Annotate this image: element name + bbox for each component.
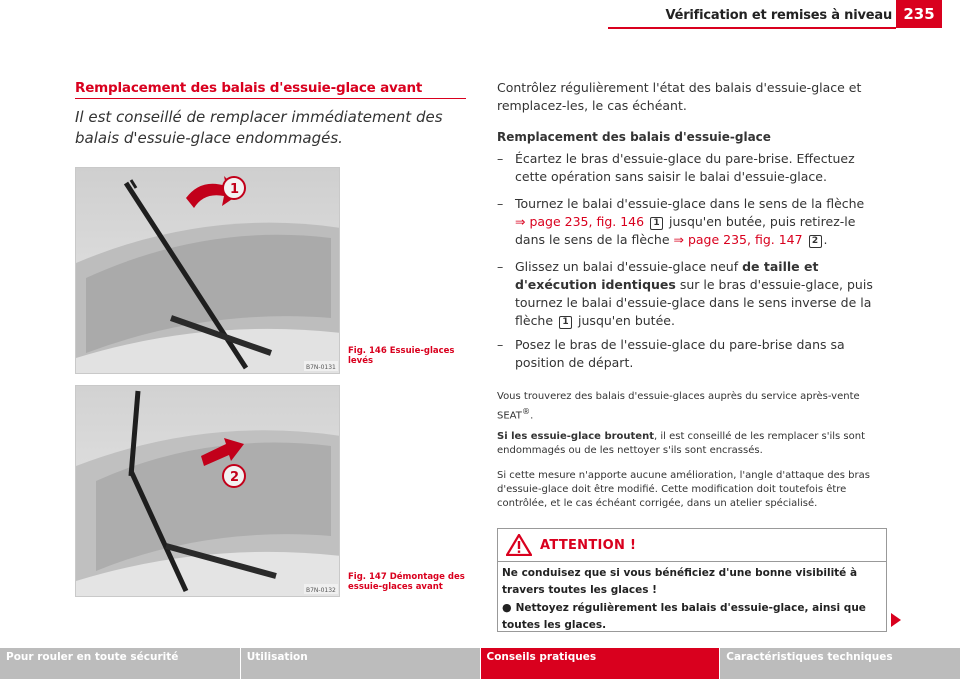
footer-tab-usage[interactable]: Utilisation <box>241 648 480 679</box>
intro-text: Il est conseillé de remplacer immédiatement des balais d'essuie-glace endommagés. <box>75 108 443 147</box>
note-dealer <box>497 390 889 423</box>
note-judder-text: , il est conseillé de les remplacer s'ils sont endommagés ou de les nettoyer s'ils sont encrassés. <box>497 431 866 456</box>
warning-box <box>497 528 887 632</box>
figure-147-caption: Fig. 147 Démontage des essuie-glaces avant <box>348 572 465 592</box>
step-4 <box>497 336 889 372</box>
note-dealer-text: Vous trouverez des balais d'essuie-glaces auprès du service après-vente SEAT <box>497 391 860 422</box>
figure-146-code: B7N-0131 <box>306 364 336 371</box>
procedure-heading: Remplacement des balais d'essuie-glace <box>497 130 771 144</box>
callout-badge-2: 2 <box>809 235 822 248</box>
warning-line-2: Nettoyez régulièrement les balais d'essuie-glace, ainsi que toutes les glaces. <box>502 602 866 631</box>
figure-147-code: B7N-0132 <box>306 587 336 594</box>
link-fig-146[interactable]: ⇒ page 235, fig. 146 <box>515 214 645 229</box>
step-3-text-c: jusqu'en butée. <box>578 313 675 328</box>
registered-mark: ® <box>521 406 531 416</box>
header-rule <box>608 27 896 29</box>
note-judder <box>497 430 889 458</box>
step-1-text: Écartez le bras d'essuie-glace du pare-brise. Effectuez cette opération sans saisir le balai d'essuie-glace. <box>515 151 855 184</box>
note-dealer-end: . <box>530 410 534 422</box>
step-3-text-b: sur le bras d'essuie-glace, puis tournez le balai d'essuie-glace dans le sens inverse de la flèche <box>515 277 873 328</box>
figure-147-callout: 2 <box>230 470 240 485</box>
continue-arrow-icon <box>891 613 901 627</box>
figure-146-wipers-raised <box>75 167 340 374</box>
step-3-emphasis: de taille et d'exécution identiques <box>515 259 819 292</box>
bullet-icon: ● <box>502 601 512 614</box>
step-1 <box>497 150 889 186</box>
section-title-rule <box>75 98 466 99</box>
footer-nav <box>0 648 960 679</box>
callout-badge-1: 1 <box>650 217 663 230</box>
step-dash: – <box>497 259 504 274</box>
warning-body <box>498 562 886 634</box>
step-4-text: Posez le bras de l'essuie-glace du pare-brise dans sa position de départ. <box>515 337 845 370</box>
step-3 <box>497 258 889 330</box>
note-judder-lead: Si les essuie-glace broutent <box>497 431 654 442</box>
step-2-text-a: Tournez le balai d'essuie-glace dans le sens de la flèche <box>515 196 865 211</box>
step-dash: – <box>497 337 504 352</box>
figure-147-wiper-removal <box>75 385 340 597</box>
footer-tab-practical-advice[interactable]: Conseils pratiques <box>481 648 720 679</box>
intro-paragraph: Contrôlez régulièrement l'état des balais d'essuie-glace et remplacez-les, le cas échéant. <box>497 80 862 113</box>
warning-bullet-item <box>502 599 882 634</box>
link-fig-147[interactable]: ⇒ page 235, fig. 147 <box>673 232 803 247</box>
footer-tab-technical[interactable]: Caractéristiques techniques <box>720 648 960 679</box>
note-angle: Si cette mesure n'apporte aucune amélioration, l'angle d'attaque des bras d'essuie-glace doit être modifié. Cette modification doit toutefois être contrôlée, et le cas échéant corrigée, dans un atelier spécialisé. <box>497 470 870 509</box>
page-number: 235 <box>896 0 942 28</box>
step-3-text-a: Glissez un balai d'essuie-glace neuf <box>515 259 739 274</box>
warning-line-1: Ne conduisez que si vous bénéficiez d'une bonne visibilité à travers toutes les glaces ! <box>502 567 858 596</box>
callout-badge-1: 1 <box>559 316 572 329</box>
warning-header <box>498 529 886 562</box>
step-2-text-c: . <box>823 232 828 247</box>
step-dash: – <box>497 151 504 166</box>
warning-title: ATTENTION ! <box>540 537 637 553</box>
running-header-title: Vérification et remises à niveau <box>665 8 892 23</box>
figure-146-callout: 1 <box>230 182 240 197</box>
section-title: Remplacement des balais d'essuie-glace avant <box>75 80 423 96</box>
step-2-text-b: jusqu'en butée, puis retirez-le dans le sens de la flèche <box>515 214 856 247</box>
warning-triangle-icon <box>506 534 532 556</box>
step-dash: – <box>497 196 504 211</box>
step-2 <box>497 195 889 249</box>
footer-tab-safety[interactable]: Pour rouler en toute sécurité <box>0 648 240 679</box>
figure-146-caption: Fig. 146 Essuie-glaces levés <box>348 346 455 366</box>
